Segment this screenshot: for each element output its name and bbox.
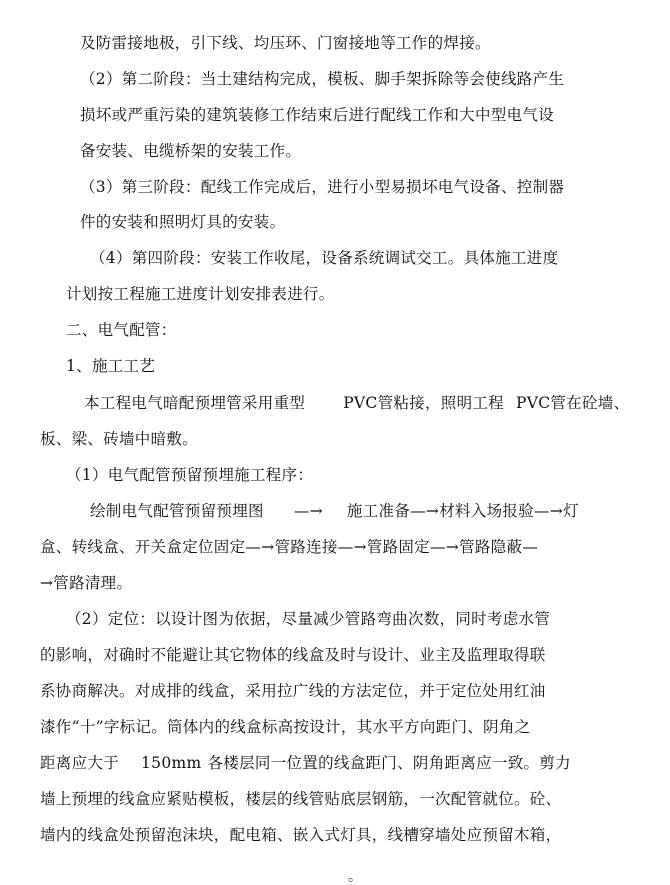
text-line-5: （3）第三阶段：配线工作完成后，进行小型易损坏电气设备、控制器 — [80, 178, 565, 196]
text-line-11: 本工程电气暗配预埋管采用重型 PVC管粘接，照明工程 PVC管在砼墙、 — [84, 394, 630, 412]
process-flow-line-1: 绘制电气配管预留预埋图 —→ 施工准备—→材料入场报验—→灯 — [90, 502, 579, 520]
text-line-6: 件的安装和照明灯具的安装。 — [80, 213, 286, 231]
text-line-18: 的影响，对确时不能避让其它物体的线盒及时与设计、业主及监理取得联 — [40, 646, 546, 664]
text-line-19: 系协商解决。对成排的线盒，采用拉广线的方法定位，并于定位处用红油 — [40, 682, 546, 700]
text-line-2: （2）第二阶段：当土建结构完成，模板、脚手架拆除等会使线路产生 — [80, 70, 565, 88]
text-line-4: 备安装、电缆桥架的安装工作。 — [80, 142, 302, 160]
process-flow-line-2: 盒、转线盒、开关盒定位固定—→管路连接—→管路固定—→管路隐蔽— — [40, 538, 539, 556]
text-line-7: （4）第四阶段：安装工作收尾，设备系统调试交工。具体施工进度 — [90, 249, 559, 267]
process-flow-line-3: →管路清理。 — [40, 574, 133, 592]
text-line-21: 距离应大于 150mm 各楼层同一位置的线盒距门、阴角距离应一致。剪力 — [40, 754, 571, 772]
text-line-12: 板、梁、砖墙中暗敷。 — [40, 430, 199, 448]
text-line-22: 墙上预埋的线盒应紧贴模板，楼层的线管贴底层钢筋，一次配管就位。砼、 — [40, 790, 562, 808]
footer-mark: 。 — [348, 869, 362, 885]
text-line-13: （1）电气配管预留预埋施工程序： — [66, 466, 314, 484]
section-heading: 二、电气配管： — [66, 321, 177, 339]
text-line-1: 及防雷接地极，引下线、均压环、门窗接地等工作的焊接。 — [80, 34, 491, 52]
text-line-8: 计划按工程施工进度计划安排表进行。 — [66, 285, 335, 303]
text-line-17: （2）定位：以设计图为依据，尽量减少管路弯曲次数，同时考虑水管 — [66, 610, 551, 628]
subsection-heading: 1、施工工艺 — [66, 357, 156, 375]
text-line-3: 损坏或严重污染的建筑装修工作结束后进行配线工作和大中型电气设 — [80, 106, 555, 124]
text-line-20: 漆作“十”字标记。筒体内的线盒标高按设计，其水平方向距门、阴角之 — [40, 718, 531, 736]
text-line-23: 墙内的线盒处预留泡沫块，配电箱、嵌入式灯具，线槽穿墙处应预留木箱， — [40, 826, 562, 844]
